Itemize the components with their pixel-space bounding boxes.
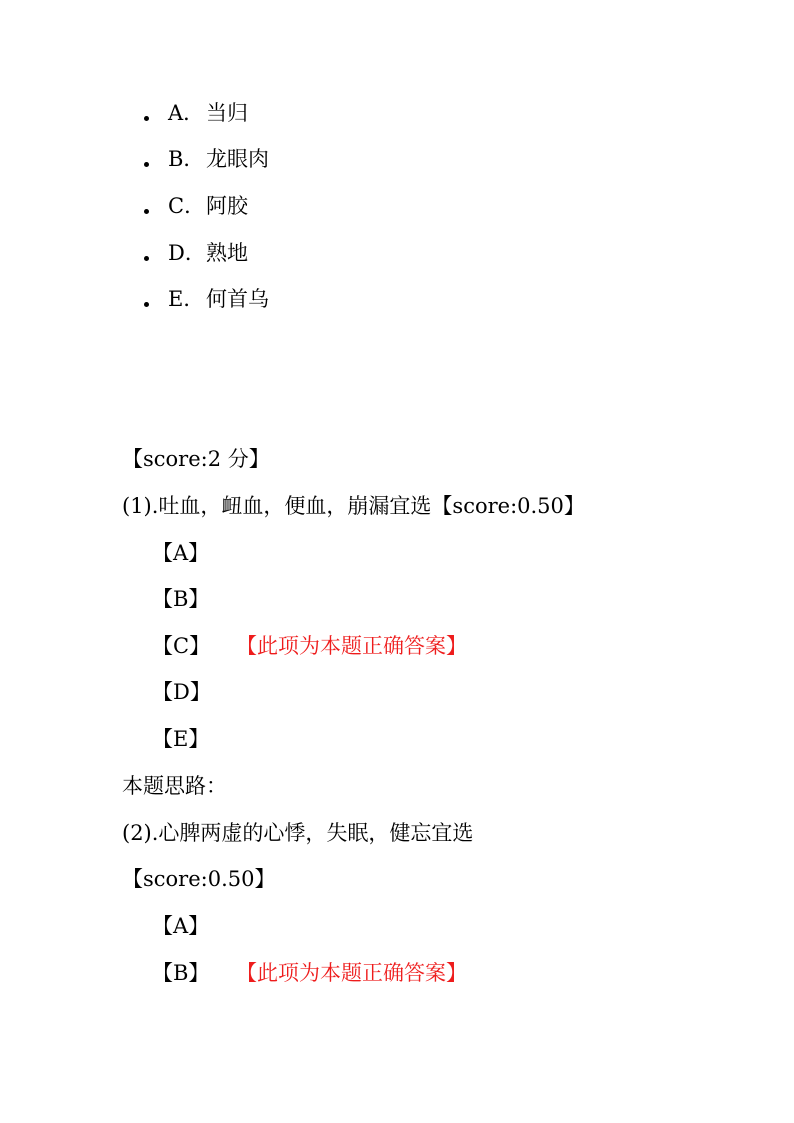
option-c-text: 阿胶 — [206, 194, 248, 218]
option-c-label: C． — [168, 194, 206, 218]
thinking-label: 本题思路： — [122, 774, 227, 798]
q2-correct-note: 【此项为本题正确答案】 — [236, 961, 467, 985]
option-a — [168, 100, 248, 126]
q1-answer-a: 【A】 — [152, 541, 210, 565]
q1-correct-note: 【此项为本题正确答案】 — [236, 634, 467, 658]
score-total: 【score:2 分】 — [122, 447, 270, 471]
option-e-label: E． — [168, 287, 205, 311]
option-e — [168, 286, 269, 312]
question-2-score: 【score:0.50】 — [122, 867, 276, 891]
q1-answer-b: 【B】 — [152, 587, 210, 611]
q1-answer-e: 【E】 — [152, 727, 210, 751]
option-d — [168, 240, 248, 266]
question-2-text: (2).心脾两虚的心悸，失眠，健忘宜选 — [122, 821, 474, 845]
q2-answer-a: 【A】 — [152, 914, 210, 938]
option-b — [168, 146, 269, 172]
q2-answer-b: 【B】 — [152, 961, 210, 985]
option-a-label: A． — [168, 101, 205, 125]
option-b-text: 龙眼肉 — [206, 147, 269, 171]
bullet-c — [144, 209, 149, 214]
bullet-e — [144, 302, 149, 307]
option-e-text: 何首乌 — [206, 287, 269, 311]
bullet-a — [144, 116, 149, 121]
option-d-text: 熟地 — [206, 241, 248, 265]
q1-answer-c: 【C】 — [152, 634, 211, 658]
question-1-text: (1).吐血，衄血，便血，崩漏宜选【score:0.50】 — [122, 494, 585, 518]
bullet-b — [144, 162, 149, 167]
q1-answer-d: 【D】 — [152, 680, 211, 704]
option-b-label: B． — [168, 147, 205, 171]
option-c — [168, 193, 248, 219]
bullet-d — [144, 256, 149, 261]
option-d-label: D． — [168, 241, 206, 265]
option-a-text: 当归 — [206, 101, 248, 125]
